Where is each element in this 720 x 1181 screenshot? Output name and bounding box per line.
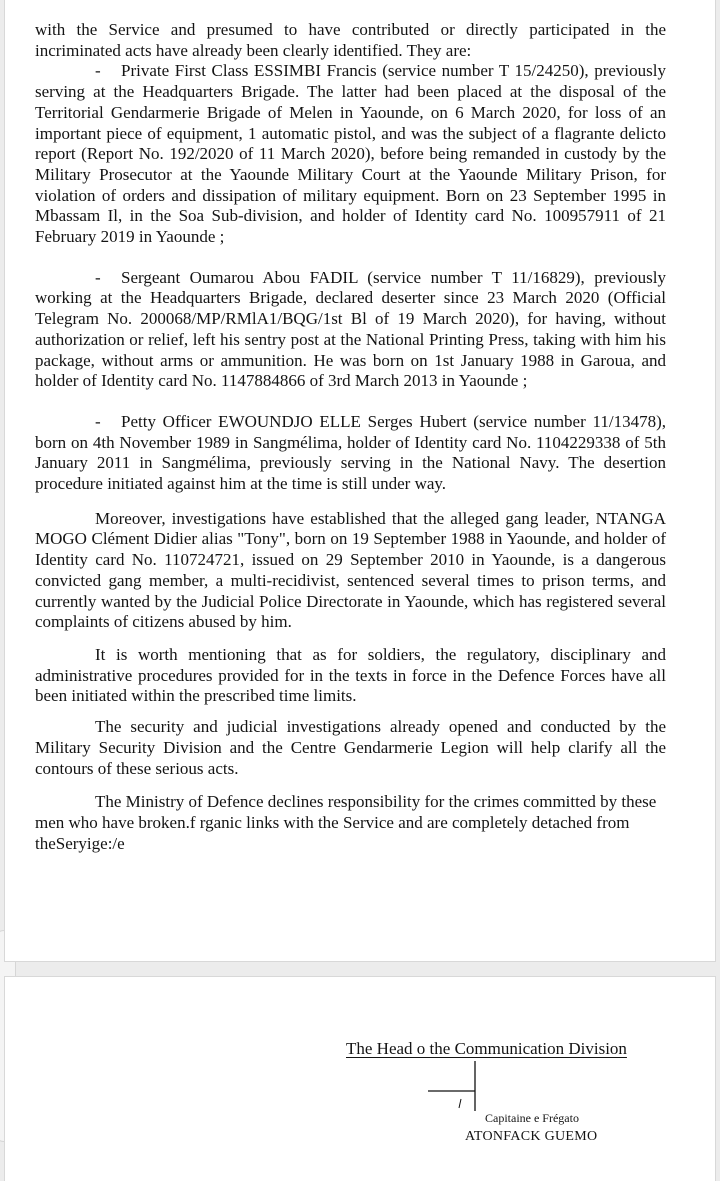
signatory-title: The Head o the Communication Division	[346, 1039, 627, 1058]
signatory-name: ATONFACK GUEMO	[465, 1129, 598, 1144]
suspect-item-ewoundjo	[35, 412, 666, 495]
suspect-item-fadil	[35, 268, 666, 392]
document-page-1	[4, 0, 716, 962]
intro-paragraph: with the Service and presumed to have contributed or directly participated in the incriminated acts have already been clearly identified. They are:	[35, 20, 666, 60]
suspect-text-essimbi: Private First Class ESSIMBI Francis (service number T 15/24250), previously serving at the Headquarters Brigade. The latter had been placed at the disposal of the Territorial Gendarmerie Brigade of Melen in Yaounde, on 6 March 2020, for loss of an important piece of equipment, 1 automatic pistol, and was the subject of a flagrante delicto report (Report No. 192/2020 of 11 March 2020), before being remanded in custody by the Military Prosecutor at the Yaounde Military Court at the Yaounde Military Prison, for violation of orders and dissipation of military equipment. Born on 23 September 1995 in Mbassam Il, in the Soa Sub-division, and holder of Identity card No. 100957911 of 21 February 2019 in Yaounde ;	[35, 61, 666, 247]
procedures-paragraph: It is worth mentioning that as for soldiers, the regulatory, disciplinary and administrative procedures provided for in the texts in force in the Defence Forces have all been initiated within the prescribed time limits.	[35, 644, 666, 706]
handwritten-signature-mark	[425, 1061, 495, 1111]
gang-leader-paragraph: Moreover, investigations have established that the alleged gang leader, NTANGA MOGO Clément Didier alias "Tony", born on 19 September 1988 in Yaounde, and holder of Identity card No. 110724721, issued on 29 September 2010 in Yaounde, is a dangerous convicted gang member, a multi-recidivist, sentenced several times to prison terms, and currently wanted by the Judicial Police Directorate in Yaounde, which has registered several complaints of citizens abused by him.	[35, 508, 666, 632]
suspect-item-essimbi	[35, 61, 666, 247]
bullet-dash: -	[95, 267, 101, 287]
investigations-paragraph: The security and judicial investigations already opened and conducted by the Military Security Division and the Centre Gendarmerie Legion will help clarify all the contours of these serious acts.	[35, 717, 666, 778]
bullet-dash: -	[95, 61, 101, 81]
suspect-text-ewoundjo: Petty Officer EWOUNDJO ELLE Serges Hubert (service number 11/13478), born on 4th November 1989 in Sangmélima, holder of Identity card No. 1104229338 of 5th January 2011 in Sangmélima, previously serving in the National Navy. The desertion procedure initiated against him at the time is still under way.	[35, 411, 666, 494]
suspect-text-fadil: Sergeant Oumarou Abou FADIL (service number T 11/16829), previously working at the Headquarters Brigade, declared deserter since 23 March 2020 (Official Telegram No. 200068/MP/RMlA1/BQG/1st Bl of 19 March 2020), for having, without authorization or relief, left his sentry post at the National Printing Press, taking with him his package, without arms or ammunition. He was born on 1st January 1988 in Garoua, and holder of Identity card No. 1147884866 of 3rd March 2013 in Yaounde ;	[35, 267, 666, 391]
signatory-rank: Capitaine e Frégato	[485, 1111, 579, 1125]
press-release-body	[35, 20, 666, 854]
document-page-2	[4, 976, 716, 1181]
responsibility-paragraph: The Ministry of Defence declines responsibility for the crimes committed by these men who have broken.f rganic links with the Service and are completely detached from theSeryige:/e	[35, 792, 657, 853]
bullet-dash: -	[95, 411, 101, 431]
